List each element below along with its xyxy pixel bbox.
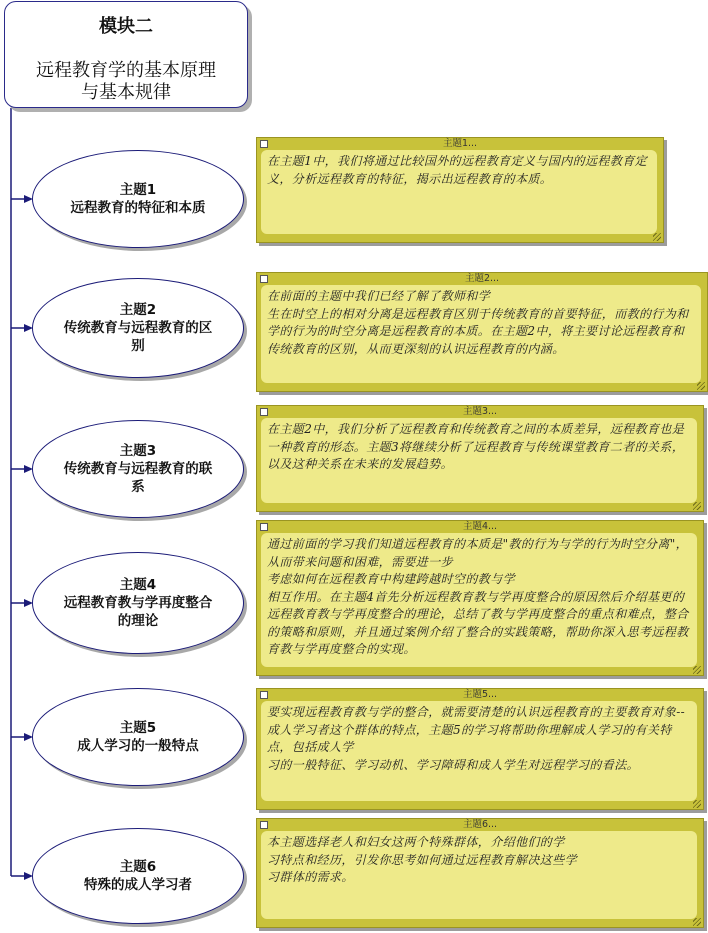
topic-2-label: 主题2 传统教育与远程教育的区别 — [63, 302, 213, 354]
topic-1-note-title: 主题1... — [442, 138, 478, 149]
topic-4-label: 主题4 远程教育教与学再度整合的理论 — [63, 577, 213, 629]
module-subtitle-line2: 与基本规律 — [81, 82, 171, 103]
topic-3-note[interactable] — [256, 405, 704, 512]
connector-arrows — [11, 195, 33, 880]
resize-grip-icon[interactable] — [693, 666, 701, 674]
topic-4-note-text: 通过前面的学习我们知道远程教育的本质是"教的行为与学的行为时空分离"，从而带来问题和困难，需要进一步 考虑如何在远程教育中构建跨越时空的教与学 相互作用。在主题4首先分析远程教育教与学再度整合的原因然后介绍基更的远程教育教与学再度整合的理论，总结了教与学再度整合的重点和难点，整合的策略和原则，并且通过案例介绍了整合的实践策略，帮助你深入思考远程教育教与学再度整合的实现。 — [261, 533, 697, 667]
topic-2-node[interactable] — [32, 278, 244, 378]
topic-5-node[interactable] — [32, 688, 244, 786]
topic-6-label: 主题6 特殊的成人学习者 — [84, 859, 192, 893]
topic-3-label: 主题3 传统教育与远程教育的联系 — [63, 443, 213, 495]
resize-grip-icon[interactable] — [693, 800, 701, 808]
topic-4-note-title: 主题4... — [462, 521, 498, 532]
topic-1-note-text: 在主题1中，我们将通过比较国外的远程教育定义与国内的远程教育定义，分析远程教育的特征，揭示出远程教育的本质。 — [261, 150, 657, 234]
topic-2-note[interactable] — [256, 272, 708, 392]
topic-1-note[interactable] — [256, 137, 664, 243]
resize-grip-icon[interactable] — [653, 233, 661, 241]
module-subtitle-line1: 远程教育学的基本原理 — [36, 60, 216, 81]
topic-5-note-text: 要实现远程教育教与学的整合，就需要清楚的认识远程教育的主要教育对象--成人学习者这个群体的特点，主题5的学习将帮助你理解成人学习的有关特点，包括成人学 习的一般特征、学习动机、学习障碍和成人学生对远程学习的看法。 — [261, 701, 697, 801]
module-title: 模块二 — [99, 16, 153, 37]
topic-6-note-title: 主题6... — [462, 819, 498, 830]
topic-3-node[interactable] — [32, 420, 244, 518]
topic-6-node[interactable] — [32, 828, 244, 924]
topic-6-note[interactable] — [256, 818, 704, 928]
module-subtitle — [5, 60, 247, 104]
topic-2-note-text: 在前面的主题中我们已经了解了教师和学 生在时空上的相对分离是远程教育区别于传统教育的首要特征，而教的行为和学的行为的时空分离是远程教育的本质。在主题2中，将主要讨论远程教育和传统教育的区别，从而更深刻的认识远程教育的内涵。 — [261, 285, 701, 383]
topic-3-note-title: 主题3... — [462, 406, 498, 417]
resize-grip-icon[interactable] — [693, 502, 701, 510]
resize-grip-icon[interactable] — [693, 918, 701, 926]
topic-4-node[interactable] — [32, 552, 244, 654]
topic-3-note-text: 在主题2中，我们分析了远程教育和传统教育之间的本质差异，远程教育也是一种教育的形态。主题3将继续分析了远程教育与传统课堂教育二者的关系，以及这种关系在未来的发展趋势。 — [261, 418, 697, 503]
topic-5-note-title: 主题5... — [462, 689, 498, 700]
topic-5-note[interactable] — [256, 688, 704, 810]
topic-2-note-title: 主题2... — [464, 273, 500, 284]
topic-5-label: 主题5 成人学习的一般特点 — [77, 720, 199, 754]
topic-6-note-text: 本主题选择老人和妇女这两个特殊群体，介绍他们的学 习特点和经历，引发你思考如何通过远程教育解决这些学 习群体的需求。 — [261, 831, 697, 919]
module-title-box[interactable] — [4, 1, 248, 108]
resize-grip-icon[interactable] — [697, 382, 705, 390]
topic-4-note[interactable] — [256, 520, 704, 676]
topic-1-label: 主题1 远程教育的特征和本质 — [70, 182, 206, 216]
topic-1-node[interactable] — [32, 150, 244, 248]
